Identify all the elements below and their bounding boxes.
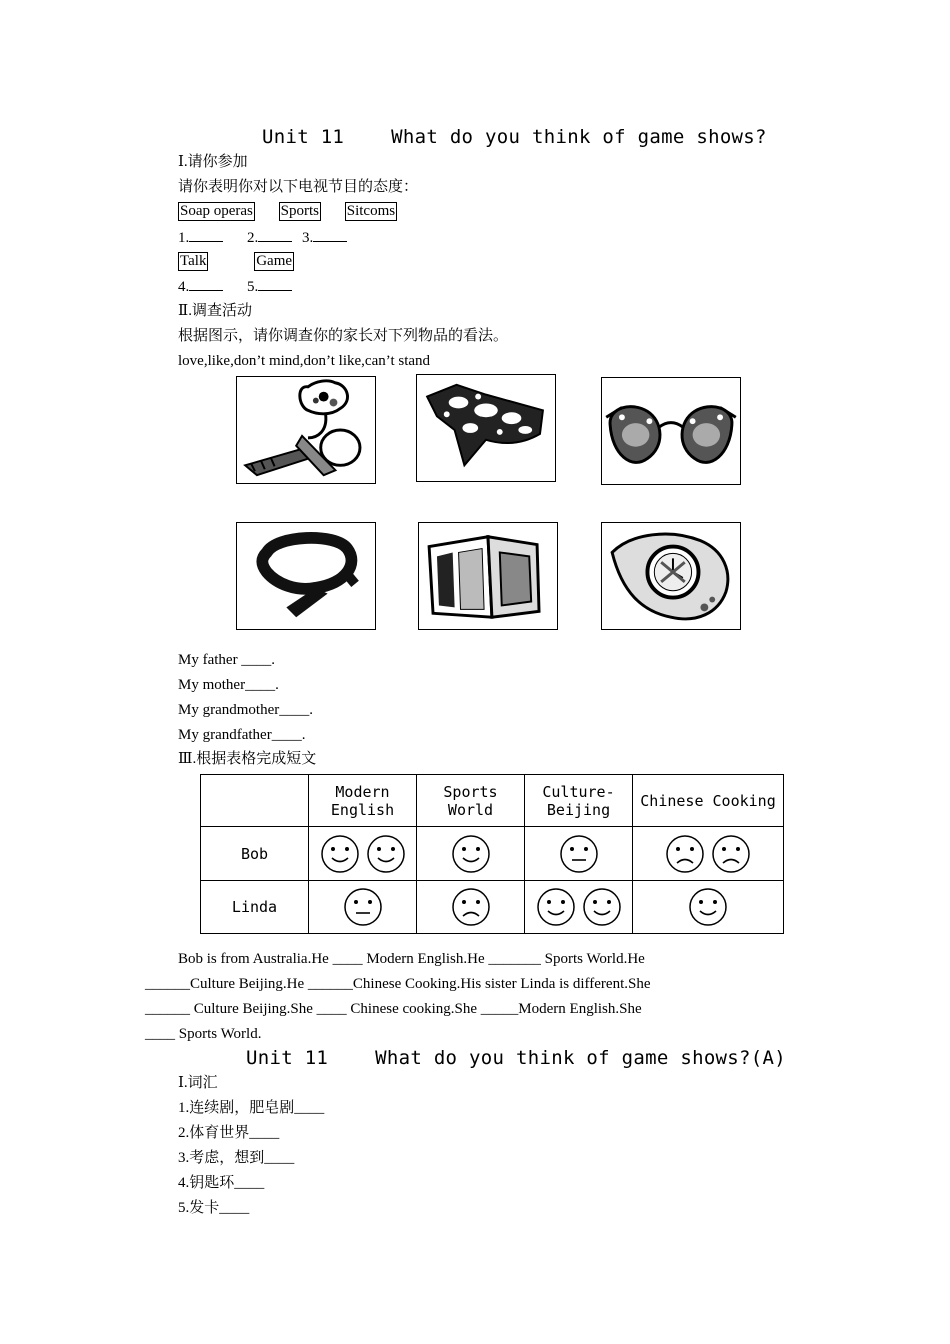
face-cell [309, 881, 417, 934]
answer-blanks-row-1 [178, 228, 347, 247]
face-cell [417, 881, 525, 934]
vocab-item: 2.体育世界____ [178, 1125, 280, 1141]
col-modern-english: Modern English [309, 775, 417, 827]
sunglasses-icon [601, 377, 741, 485]
sad-face-icon [451, 887, 491, 927]
col-culture-beijing: Culture- Beijing [525, 775, 633, 827]
table-corner-cell [201, 775, 309, 827]
passage-line-2: ______Culture Beijing.He ______Chinese Cooking.His sister Linda is different.She [145, 976, 651, 992]
passage-line-4: ____ Sports World. [145, 1026, 262, 1042]
watch-icon [601, 522, 741, 630]
neutral-face-icon [559, 834, 599, 874]
section-3-heading: Ⅲ.根据表格完成短文 [178, 751, 317, 767]
happy-face-icon [582, 887, 622, 927]
sentence-mother: My mother____. [178, 677, 279, 693]
happy-face-icon [366, 834, 406, 874]
blank-2[interactable] [258, 228, 292, 242]
program-options-row-1 [178, 202, 397, 221]
vocab-item: 5.发卡____ [178, 1200, 250, 1216]
table-header-row [201, 775, 784, 827]
attitude-options: love,like,don’t mind,don’t like,can’t stand [178, 353, 431, 369]
table-row [201, 827, 784, 881]
face-cell [417, 827, 525, 881]
sad-face-icon [711, 834, 751, 874]
answer-blanks-row-2 [178, 277, 292, 296]
happy-face-icon [688, 887, 728, 927]
sentence-father: My father ____. [178, 652, 276, 668]
happy-face-icon [320, 834, 360, 874]
section-2-instruction: 根据图示，请你调查你的家长对下列物品的看法。 [178, 328, 509, 344]
table-row [201, 881, 784, 934]
blank-label-4: 4. [178, 279, 190, 295]
survey-table [200, 774, 784, 934]
vocab-heading: Ⅰ.词汇 [178, 1075, 218, 1091]
col-sports-world: Sports World [417, 775, 525, 827]
vocab-item: 4.钥匙环____ [178, 1175, 265, 1191]
page-title: Unit 11 What do you think of game shows? [262, 126, 767, 148]
vocab-item: 3.考虑，想到____ [178, 1150, 295, 1166]
program-sports: Sports [280, 203, 319, 219]
wallet-icon [418, 522, 558, 630]
blank-3[interactable] [313, 228, 347, 242]
page-title-2: Unit 11 What do you think of game shows?(A) [246, 1047, 786, 1069]
happy-face-icon [451, 834, 491, 874]
program-game: Game [256, 253, 293, 269]
face-cell [309, 827, 417, 881]
program-soap-operas: Soap operas [180, 203, 253, 219]
vocab-item: 1.连续剧，肥皂剧____ [178, 1100, 325, 1116]
section-1-heading: Ⅰ.请你参加 [178, 154, 248, 170]
row-name-linda: Linda [201, 881, 309, 934]
passage-line-1: Bob is from Australia.He ____ Modern English.He _______ Sports World.He [178, 951, 645, 967]
program-options-row-2 [178, 252, 294, 271]
face-cell [525, 827, 633, 881]
section-1-instruction: 请你表明你对以下电视节目的态度： [178, 179, 419, 195]
sad-face-icon [665, 834, 705, 874]
key-ring-icon [236, 376, 376, 484]
blank-label-1: 1. [178, 230, 190, 246]
sentence-grandfather: My grandfather____. [178, 727, 306, 743]
face-cell [633, 827, 784, 881]
belt-icon [236, 522, 376, 630]
face-cell [525, 881, 633, 934]
row-name-bob: Bob [201, 827, 309, 881]
blank-1[interactable] [189, 228, 223, 242]
blank-label-3: 3. [302, 230, 314, 246]
passage-line-3: ______ Culture Beijing.She ____ Chinese cooking.She _____Modern English.She [145, 1001, 642, 1017]
blank-5[interactable] [258, 277, 292, 291]
happy-face-icon [536, 887, 576, 927]
blank-label-2: 2. [247, 230, 259, 246]
neutral-face-icon [343, 887, 383, 927]
program-sitcoms: Sitcoms [346, 203, 396, 219]
blank-4[interactable] [189, 277, 223, 291]
scarf-icon [416, 374, 556, 482]
face-cell [633, 881, 784, 934]
program-talk: Talk [180, 253, 207, 269]
col-chinese-cooking: Chinese Cooking [633, 775, 784, 827]
blank-label-5: 5. [247, 279, 259, 295]
sentence-grandmother: My grandmother____. [178, 702, 313, 718]
section-2-heading: Ⅱ.调查活动 [178, 303, 252, 319]
